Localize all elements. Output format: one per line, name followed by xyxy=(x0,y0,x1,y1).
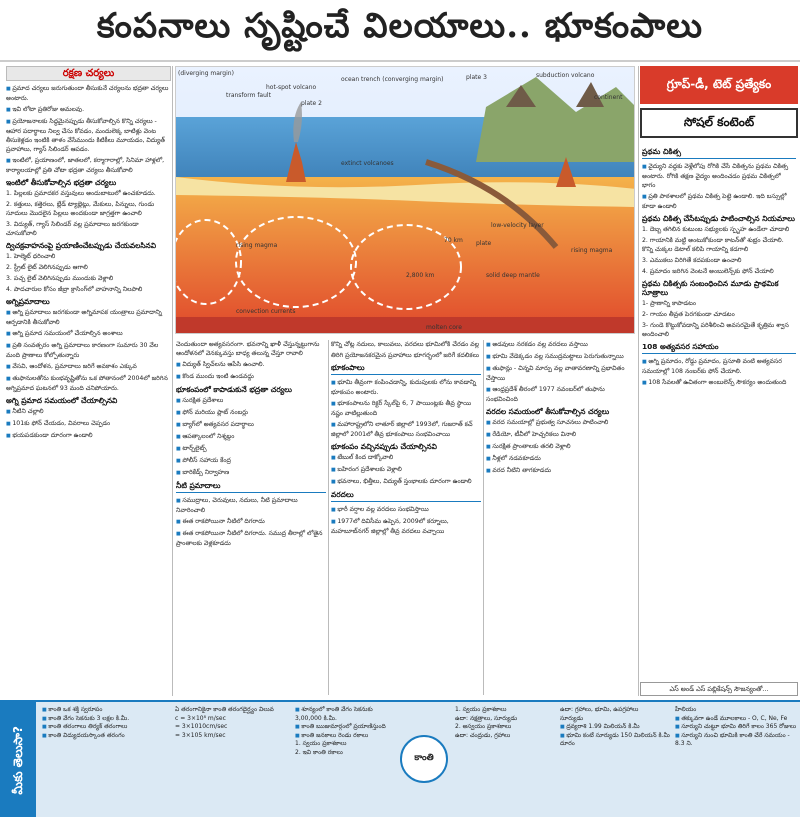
mid-list-item: ■ భూమి తీవ్రంగా కంపించడాన్ని, కుదుపులకు లోను కావడాన్ని భూకంపం అంటారు. xyxy=(331,378,481,397)
mid-list-item: ■ నీళ్లలో నడవకూడదు xyxy=(486,454,636,464)
mid-list-item: ■ సుర‌క్షిత ప్రదేశాలు xyxy=(176,396,326,406)
mid-para: ■ భూమి వేడెక్కడం వల్ల సముద్రమట్టాలు పెరుగుతున్నాయి xyxy=(486,352,636,362)
mid-sub: భూకంపాలు xyxy=(331,363,365,372)
label-trench: ocean trench (converging margin) xyxy=(341,76,444,83)
foot-item: ఉదా: చంద్రుడు, గ్రహాలు xyxy=(455,731,511,739)
mid-list-item: ■ సురక్షిత ప్రాంతాలకు తరలి వెళ్లాలి xyxy=(486,442,636,452)
label-convection: convection currents xyxy=(236,308,296,315)
right-subtitle-text: సోషల్ కంటెంట్ xyxy=(683,114,755,129)
foot-col-6 xyxy=(675,706,797,749)
column-divider xyxy=(483,340,484,695)
column-divider xyxy=(638,66,639,696)
foot-item: ■ కాంతి విద్యుదయస్కాంత తరంగం xyxy=(42,732,170,741)
mid-list-item: ■ ఈత రాకపోయినా నీటిలో దిగరాదు. సముద్ర తీరాల్లో లోతైన ప్రాంతాలకు వెళ్లకూడదు xyxy=(176,529,326,548)
right-h1: ప్రథమ చికిత్స xyxy=(642,147,681,156)
foot-item: ఉదా: గ్రహాలు, భూమి, ఉపగ్రహాలు xyxy=(560,706,639,713)
right-list-item: 3. ఎముకలు విరిగితే కదపకుండా ఉంచాలి xyxy=(642,257,742,264)
foot-item: ■ ద్రవ్యరాశి 1.99 మిలియన్ కి.మీ xyxy=(560,723,670,732)
headline-text: కంపనాలు సృష్టించే విలయాలు.. భూకంపాలు xyxy=(96,6,704,46)
mid-column-1 xyxy=(176,340,326,695)
label-plate2: plate 2 xyxy=(301,100,322,107)
foot-col-3 xyxy=(295,706,395,758)
foot-item: ■ కాంతి ఋజుమార్గంలో ప్రయాణిస్తుంది xyxy=(295,723,395,732)
left-list-item: 4. పాదచారుల కోసం జీబ్రా క్రాసింగ్‌లో వాహనాన్ని నిలపాలి xyxy=(6,286,143,293)
mid-para: ■ కొండ ముందు ఇంటి ఉండవద్దు xyxy=(176,372,326,382)
mid-para: ■ అడవులు నరకడం వల్ల వరదలు వస్తాయి xyxy=(486,340,636,350)
mid-para: కొన్ని చోట్ల నదులు, కాలువలు, వరదలు భూమిలోకి చేరడం వల్ల xyxy=(331,341,480,348)
mid-para: తిరిగి ప్రయోజనకరమైన ప్రవాహాలు భూగర్భంలో జరిగే కదలికలు xyxy=(331,352,480,359)
label-extinct: extinct volcanoes xyxy=(341,160,394,167)
foot-item: = 3×1010cm/sec xyxy=(175,723,228,731)
tectonics-illustration xyxy=(176,67,635,334)
mid-para: ■ విద్యుత్ స్విచ్‌లను ఆపేసి ఉంచాలి. xyxy=(176,360,326,370)
left-list-item: 2. స్ట్రీట్ లైట్ వెలిగినప్పుడు ఆగాలి xyxy=(6,264,88,271)
right-h3: ప్రథమ చికిత్సకు సంబంధించిన మూడు ప్రాథమిక సూత్రాలు xyxy=(642,279,779,297)
mid-list-item: ■ బారికేడ్స్ నిర్వాహణ xyxy=(176,468,326,478)
label-diverging: (diverging margin) xyxy=(178,70,234,77)
left-sub3: అగ్నిప్రమాదాలు xyxy=(6,297,50,306)
foot-item: ఉదా: నక్షత్రాలు, సూర్యుడు xyxy=(455,714,518,722)
label-hotspot: hot-spot volcano xyxy=(266,84,317,91)
left-title: రక్షణ చర్యలు xyxy=(6,66,171,81)
did-you-know-text: మీకు తెలుసా? xyxy=(11,726,25,795)
left-para: ■ ప్రమాద చర్యలు జరుగుతుందా తీసుకునే చర్యలను భద్రతా చర్యలు అంటారు. xyxy=(6,84,171,103)
left-list-item: 1. హెల్మెట్ ధరించాలి xyxy=(6,253,56,260)
left-sub1: ఇంటిలో తీసుకోవాల్సిన భద్రతా చర్యలు xyxy=(6,178,117,187)
mid-list-item: ■ భవనాలు, భిత్తీలు, విద్యుత్ స్తంభాలకు దూరంగా ఉండాలి xyxy=(331,477,481,487)
left-list-item: 2. కత్తులు, కత్తెరలు, బ్లేడ్ ట్యాబ్లెట్లు, మేకులు, పిన్నులు, గుండు సూదులు మొదలైన పిల్లలు అందకుండా జాగ్రత్తగా ఉంచాలి xyxy=(6,201,155,217)
section-rule xyxy=(642,353,796,354)
right-list-item: 1. దెబ్బ తగిలిన కుటుంబ సభ్యులకు స్పృహ ఉండేలా చూడాలి xyxy=(642,226,790,233)
foot-item: c = 3×10⁸ m/sec xyxy=(175,714,226,722)
foot-item: ■ కాంతి వేగం సెకనుకు 3 లక్షల కి.మీ. xyxy=(42,715,170,724)
label-plate: plate xyxy=(476,240,492,247)
light-badge-text: కాంతి xyxy=(414,753,434,763)
left-para: ■ ఇవి లోటా ప్రతిరోజు అమలవు. xyxy=(6,105,171,115)
mid-list-item: ■ సముద్రాలు, చెరువులు, నదులు, నీటి ప్రమాదాలు నివారించాలి xyxy=(176,496,326,515)
right-h2: ప్రథమ చికిత్స చేసేటప్పుడు పాటించాల్సిన నియమాలు xyxy=(642,214,795,223)
mid-list-item: ■ ఈత రాకపోయినా నీటిలో దిగరాదు xyxy=(176,517,326,527)
label-2800km: 2,800 km xyxy=(406,272,435,279)
light-badge xyxy=(400,735,448,783)
right-list-item: 3- గుండె కొట్టుకోవడాన్ని పరిశీలించి అవసరమైతే కృత్రిమ శ్వాస అందించాలి xyxy=(642,322,789,338)
mid-sub: భూకంపంలో కాపాడుకునే భద్రతా చర్యలు xyxy=(176,385,292,394)
label-mantle: solid deep mantle xyxy=(486,272,540,279)
did-you-know-label xyxy=(0,702,36,817)
label-plate3: plate 3 xyxy=(466,74,487,81)
section-rule xyxy=(331,501,481,502)
label-rising1: rising magma xyxy=(236,242,278,249)
foot-item: ■ సూర్యుని నుంచి భూమికి కాంతి చేరే సమయం - 8.3 ని. xyxy=(675,732,797,749)
foot-item: సూర్యుడు xyxy=(560,714,584,722)
right-banner-text: గ్రూప్-డీ, టెట్ ప్రత్యేకం xyxy=(666,76,772,91)
label-continent: continent xyxy=(594,94,623,101)
right-para: ■ ప్రతి పాఠశాలలో ప్రథమ చికిత్స పెట్టె ఉండాలి. ఇది బస్సుల్లో కూడా ఉండాలి xyxy=(642,192,796,211)
section-rule xyxy=(642,158,796,159)
right-list-item: 2- గాయం తీవ్రత పెరగకుండా చూడటం xyxy=(642,311,735,318)
foot-item: హీలియం xyxy=(675,706,697,713)
left-para: ■ ప్రయోజనాలకు సిద్ధమైనప్పుడు తీసుకోవాల్సిన కొన్ని చర్యలు - ఆహార పదార్థాలు నిల్వ చేసు కోవడం, మందులెక్క బాటిళ్లు వెంట తీసుకెళ్లడం ఇంటికి తాళం వేసేముందు కిటికీలు మూయడం, విద్యుత్ ప్రవాహాలు, గ్యాస్ సిలిండర్ ఆపడం. xyxy=(6,117,171,154)
foot-item: ■ భూమి కంటే సూర్యుడు 150 మిలియన్ కి.మీ దూరం xyxy=(560,732,670,749)
mid-list-item: ■ ఆపత్కాలంలో నిశ్శబ్దం xyxy=(176,432,326,442)
mid-column-3 xyxy=(486,340,636,695)
foot-item: ■ సూర్యుని చుట్టూ భూమి తిరిగే కాలం 365 రోజులు xyxy=(675,723,797,732)
left-para: ■ 101కు ఫోన్ చేయడం, వివరాలు చెప్పడం xyxy=(6,419,171,429)
mid-para: చెందుతుందా అత్యవసరంగా. భవనాన్ని ఖాళీ చేస్తున్నట్టుగాను ఆందోళనలో వెనక్కువస్తు బాధ్య తలున్న చేస్తూ రావాలి xyxy=(176,341,320,357)
foot-col-1 xyxy=(42,706,170,740)
foot-item: 2. ఇవి కాంతి రకాలు xyxy=(295,748,343,756)
mid-column-2 xyxy=(331,340,481,695)
left-list-item: 3. పచ్చ లైట్ వెలిగినప్పుడు ముందుకు వెళ్లాలి xyxy=(6,275,114,282)
mid-para: ■ ఆంధ్రప్రదేశ్ తీరంలో 1977 నవంబర్‌లో తుఫాను సంభవించింది xyxy=(486,385,636,404)
mid-sub: భూకంపం వచ్చినప్పుడు చేయాల్సినవి xyxy=(331,442,437,451)
right-list-item: 4. ప్రమాదం జరిగిన వెంటనే అంబులెన్స్‌కు ఫోన్ చేయాలి xyxy=(642,268,774,275)
foot-item: ■ కాంతి జనకాలు రెండు రకాలు xyxy=(295,732,395,741)
plate-tectonics-figure xyxy=(175,66,635,334)
mid-list-item: ■ ఫోన్ మరియు ప్లాట్ నంబర్లు xyxy=(176,408,326,418)
right-list-item: 1- ప్రాణాన్ని కాపాడటం xyxy=(642,300,696,307)
mid-list-item: ■ వరద నీటిని తాగకూడదు xyxy=(486,466,636,476)
label-core: molten core xyxy=(426,324,462,331)
foot-item: ఏ తరంగానికైనా కాంతి తరంగదైర్ఘ్యం విలువ xyxy=(175,706,274,713)
mid-list-item: ■ రేడియో, టీవీలో హెచ్చరికలు వినాలి xyxy=(486,430,636,440)
mid-list-item: ■ భారీ వర్షాల వల్ల వరదలు సంభవిస్తాయి xyxy=(331,505,481,515)
foot-col-5 xyxy=(560,706,670,749)
column-divider xyxy=(172,66,173,696)
foot-item: 1. స్వయం ప్రకాశకాలు xyxy=(295,740,347,748)
mid-para: ■ తుఫాన్లు - చిన్నవి మార్పు వల్ల వాతావరణాన్ని ప్రభావితం చేస్తాయి xyxy=(486,364,636,383)
foot-item: ■ శూన్యంలో కాంతి వేగం సెకనుకు 3,00,000 కి.మీ. xyxy=(295,706,395,723)
right-subtitle xyxy=(640,108,798,138)
left-para: ■ అగ్ని ప్రమాద సమయంలో చేయాల్సిన అంశాలు xyxy=(6,329,171,339)
mid-list-item: ■ 1977లో దివిసీమ ఉప్పెన, 2009లో కర్నూలు, మహబూబ్‌నగర్ జిల్లాల్లో తీవ్ర వరదలు వచ్చాయి xyxy=(331,517,481,536)
label-70km: 70 km xyxy=(444,237,463,244)
column-divider xyxy=(328,340,329,695)
foot-item: 1. స్వయం ప్రకాశకాలు xyxy=(455,706,507,713)
page-headline xyxy=(0,0,800,62)
left-para: ■ ప్రతి సంవత్సరం అగ్ని ప్రమాదాలు కారణంగా సుమారు 30 వేల మంది ప్రాణాలు కోల్పోతున్నారు xyxy=(6,341,171,360)
foot-col-4 xyxy=(455,706,555,740)
mid-list-item: ■ బహిరంగ ప్రదేశాలకు వెళ్లాలి xyxy=(331,465,481,475)
right-para: ■ అగ్ని ప్రమాదం, రోడ్డు ప్రమాదం, ప్రసూతి వంటి అత్యవసర సమయాల్లో 108 నంబర్‌కు ఫోన్ చేయాలి. xyxy=(642,357,796,376)
right-column xyxy=(642,144,796,679)
label-transform: transform fault xyxy=(226,92,271,99)
label-rising2: rising magma xyxy=(571,247,613,254)
foot-item: ■ కాంతి తరంగాలు తిర్యక్ తరంగాలు xyxy=(42,723,170,732)
mid-list-item: ■ బ్యాగ్‌లో అత్యవసర పదార్థాలు xyxy=(176,420,326,430)
mid-list-item: ■ మహారాష్ట్రలోని లాతూర్ జిల్లాలో 1993లో, గుజరాత్ కచ్ జిల్లాలో 2001లో తీవ్ర భూకంపాలు సంభవించాయి xyxy=(331,420,481,439)
right-list-item: 2. గాయానికి మట్టి అంటుకోకుండా కాటన్‌తో శుభ్రం చేయాలి. కొన్ని చుక్కల డెటాల్ కలిపి గాయాన్ని కడగాలి xyxy=(642,237,784,253)
mid-sub: నీటి ప్రమాదాలు xyxy=(176,481,221,490)
right-banner xyxy=(640,66,798,104)
left-para: ■ ఇంటిలో, ప్రయాణంలో, జాతలలో, కర్మాగారాల్లో, సినిమా హాళ్లలో, కార్యాలయాల్లో ప్రతి చోటా భద్రతా చర్యలు తీసుకోవాలి xyxy=(6,156,171,175)
left-para: ■ భయపడకుండా దూరంగా ఉండాలి xyxy=(6,431,171,441)
foot-item: 2. అస్వయం ప్రకాశకాలు xyxy=(455,723,512,731)
right-h4: 108 అత్యవసర సహాయం xyxy=(642,342,719,351)
left-para: ■ తుఫానులతోను కుంభవృష్టితోను ఒక పోతానంలో 2004లో జరిగిన అగ్నిప్రమాద ఘటనలో 93 మంది చనిపోయారు. xyxy=(6,374,171,393)
label-lowvel: low-velocity layer xyxy=(491,222,544,229)
right-para: ■ వైద్యుని వద్దకు వెళ్లేలోపు రోగికి చేసే చికిత్సను ప్రథమ చికిత్స అంటారు. రోగికి తక్షణ వైద్యం అందించడం ప్రథమ చికిత్సలో భాగం xyxy=(642,162,796,190)
mid-list-item: ■ భూకంపాలను రిక్టర్ స్కేల్‌పై 6, 7 పాయింట్లకు తీవ్ర స్థాయి నష్టం వాటిల్లుతుంది xyxy=(331,399,481,418)
publisher-credit: ఎస్ అండ్ ఎస్ పబ్లికేషన్స్ సౌజన్యంతో... xyxy=(640,682,798,696)
left-para: ■ నీటిని చల్లాలి xyxy=(6,407,171,417)
foot-item: ■ కాంతి ఒక శక్తి స్వరూపం xyxy=(42,706,170,715)
left-sub2: ద్విచక్రవాహనంపై ప్రయాణించేటప్పుడు చేయవలసినవి xyxy=(6,241,156,250)
mid-sub: వరదల సమయంలో తీసుకోవాల్సిన చర్యలు xyxy=(486,407,610,416)
mid-list-item: ■ టార్చ్‌లైట్స్ xyxy=(176,444,326,454)
left-list-item: 3. విద్యుత్, గ్యాస్ సిలిండర్ వల్ల ప్రమాదాలు జరగకుండా చూసుకోవాలి xyxy=(6,221,139,237)
left-para: ■ అగ్ని ప్రమాదాలు జరగకుండా అగ్నిమాపక యంత్రాలు ప్రమాదాన్ని ఆర్పడానికి తీసుకోవాలి xyxy=(6,308,171,327)
label-subduction: subduction volcano xyxy=(536,72,595,79)
left-para: ■ వేసవి, ఆందోళన, ప్రమాదాలు జరిగే అవకాశం ఎక్కువ xyxy=(6,362,171,372)
section-rule xyxy=(176,492,326,493)
left-list-item: 1. పిల్లలకు ప్రమాదకర వస్తువులు అందుబాటులో ఉంచకూడదు. xyxy=(6,190,156,197)
mid-list-item: ■ టేబుల్ కింద దాక్కోవాలి xyxy=(331,453,481,463)
section-rule xyxy=(331,374,481,375)
left-sub4: అగ్ని ప్రమాద సమయంలో చేయాల్సినవి xyxy=(6,396,118,405)
mid-sub: వరదలు xyxy=(331,490,354,499)
mid-list-item: ■ పోలీస్ సహాయ కేంద్ర xyxy=(176,456,326,466)
foot-item: ■ తక్కువగా ఉండే మూలకాలు - O, C, Ne, Fe xyxy=(675,715,797,724)
foot-item: = 3×105 km/sec xyxy=(175,731,226,739)
foot-col-2 xyxy=(175,706,290,740)
right-para: ■ 108 సేవలతో ఉచితంగా అంబులెన్స్ సౌకర్యం అందుతుంది xyxy=(642,378,796,388)
mid-list-item: ■ వరద సమయాల్లో ప్రభుత్వ సూచనలు పాటించాలి xyxy=(486,418,636,428)
left-column xyxy=(6,66,171,696)
